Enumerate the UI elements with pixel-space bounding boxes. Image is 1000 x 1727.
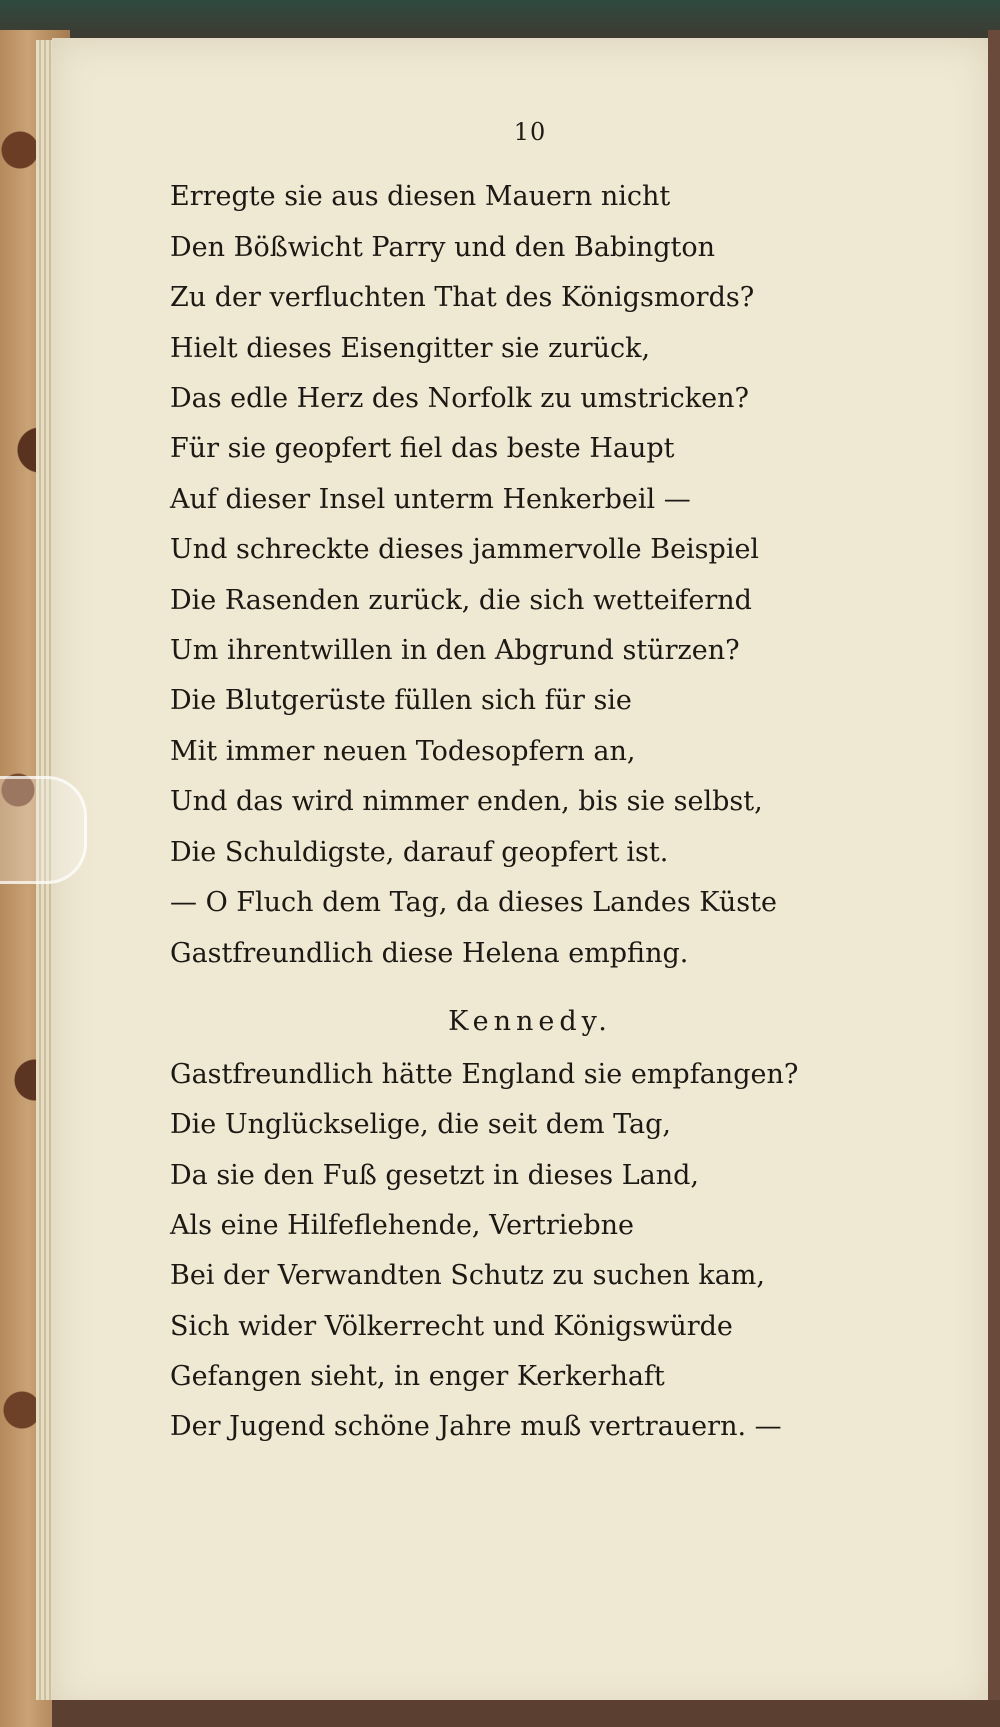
verse-line: Zu der verfluchten That des Königsmords?	[170, 282, 755, 313]
verse-line: Für sie geopfert fiel das beste Haupt	[170, 433, 675, 464]
book-right-edge	[988, 30, 1000, 1727]
verse-line: Mit immer neuen Todesopfern an,	[170, 736, 636, 767]
verse-line: Und das wird nimmer enden, bis sie selbst,	[170, 786, 763, 817]
verse-line: Hielt dieses Eisengitter sie zurück,	[170, 333, 651, 364]
verse-line: Erregte sie aus diesen Mauern nicht	[170, 181, 671, 212]
verse-line: Die Blutgerüste füllen sich für sie	[170, 685, 632, 716]
verse-line: Die Schuldigste, darauf geopfert ist.	[170, 837, 669, 868]
verse-line: Gefangen sieht, in enger Kerkerhaft	[170, 1361, 665, 1392]
background-band	[0, 0, 1000, 40]
verse-line: Und schreckte dieses jammervolle Beispiel	[170, 534, 760, 565]
verse-line: Gastfreundlich diese Helena empfing.	[170, 938, 689, 969]
verse-line: Als eine Hilfeflehende, Vertriebne	[170, 1210, 635, 1241]
speaker-name: Kennedy.	[448, 1006, 612, 1037]
verse-line: Um ihrentwillen in den Abgrund stürzen?	[170, 635, 740, 666]
verse-line: Auf dieser Insel unterm Henkerbeil —	[170, 484, 691, 515]
verse-line: Die Unglückselige, die seit dem Tag,	[170, 1109, 672, 1140]
verse-line: Der Jugend schöne Jahre muß vertrauern. —	[170, 1411, 782, 1442]
page-number: 10	[513, 118, 547, 146]
verse-line: — O Fluch dem Tag, da dieses Landes Küste	[170, 887, 777, 918]
verse-line: Gastfreundlich hätte England sie empfangen?	[170, 1059, 799, 1090]
verse-line: Das edle Herz des Norfolk zu umstricken?	[170, 383, 749, 414]
verse-line: Den Bößwicht Parry und den Babington	[170, 232, 716, 263]
verse-line: Sich wider Völkerrecht und Königswürde	[170, 1311, 733, 1342]
verse-line: Bei der Verwandten Schutz zu suchen kam,	[170, 1260, 765, 1291]
book-bottom-edge	[52, 1700, 1000, 1727]
verse-line: Die Rasenden zurück, die sich wetteifernd	[170, 585, 752, 616]
page-clip	[0, 776, 87, 884]
verse-line: Da sie den Fuß gesetzt in dieses Land,	[170, 1160, 700, 1191]
